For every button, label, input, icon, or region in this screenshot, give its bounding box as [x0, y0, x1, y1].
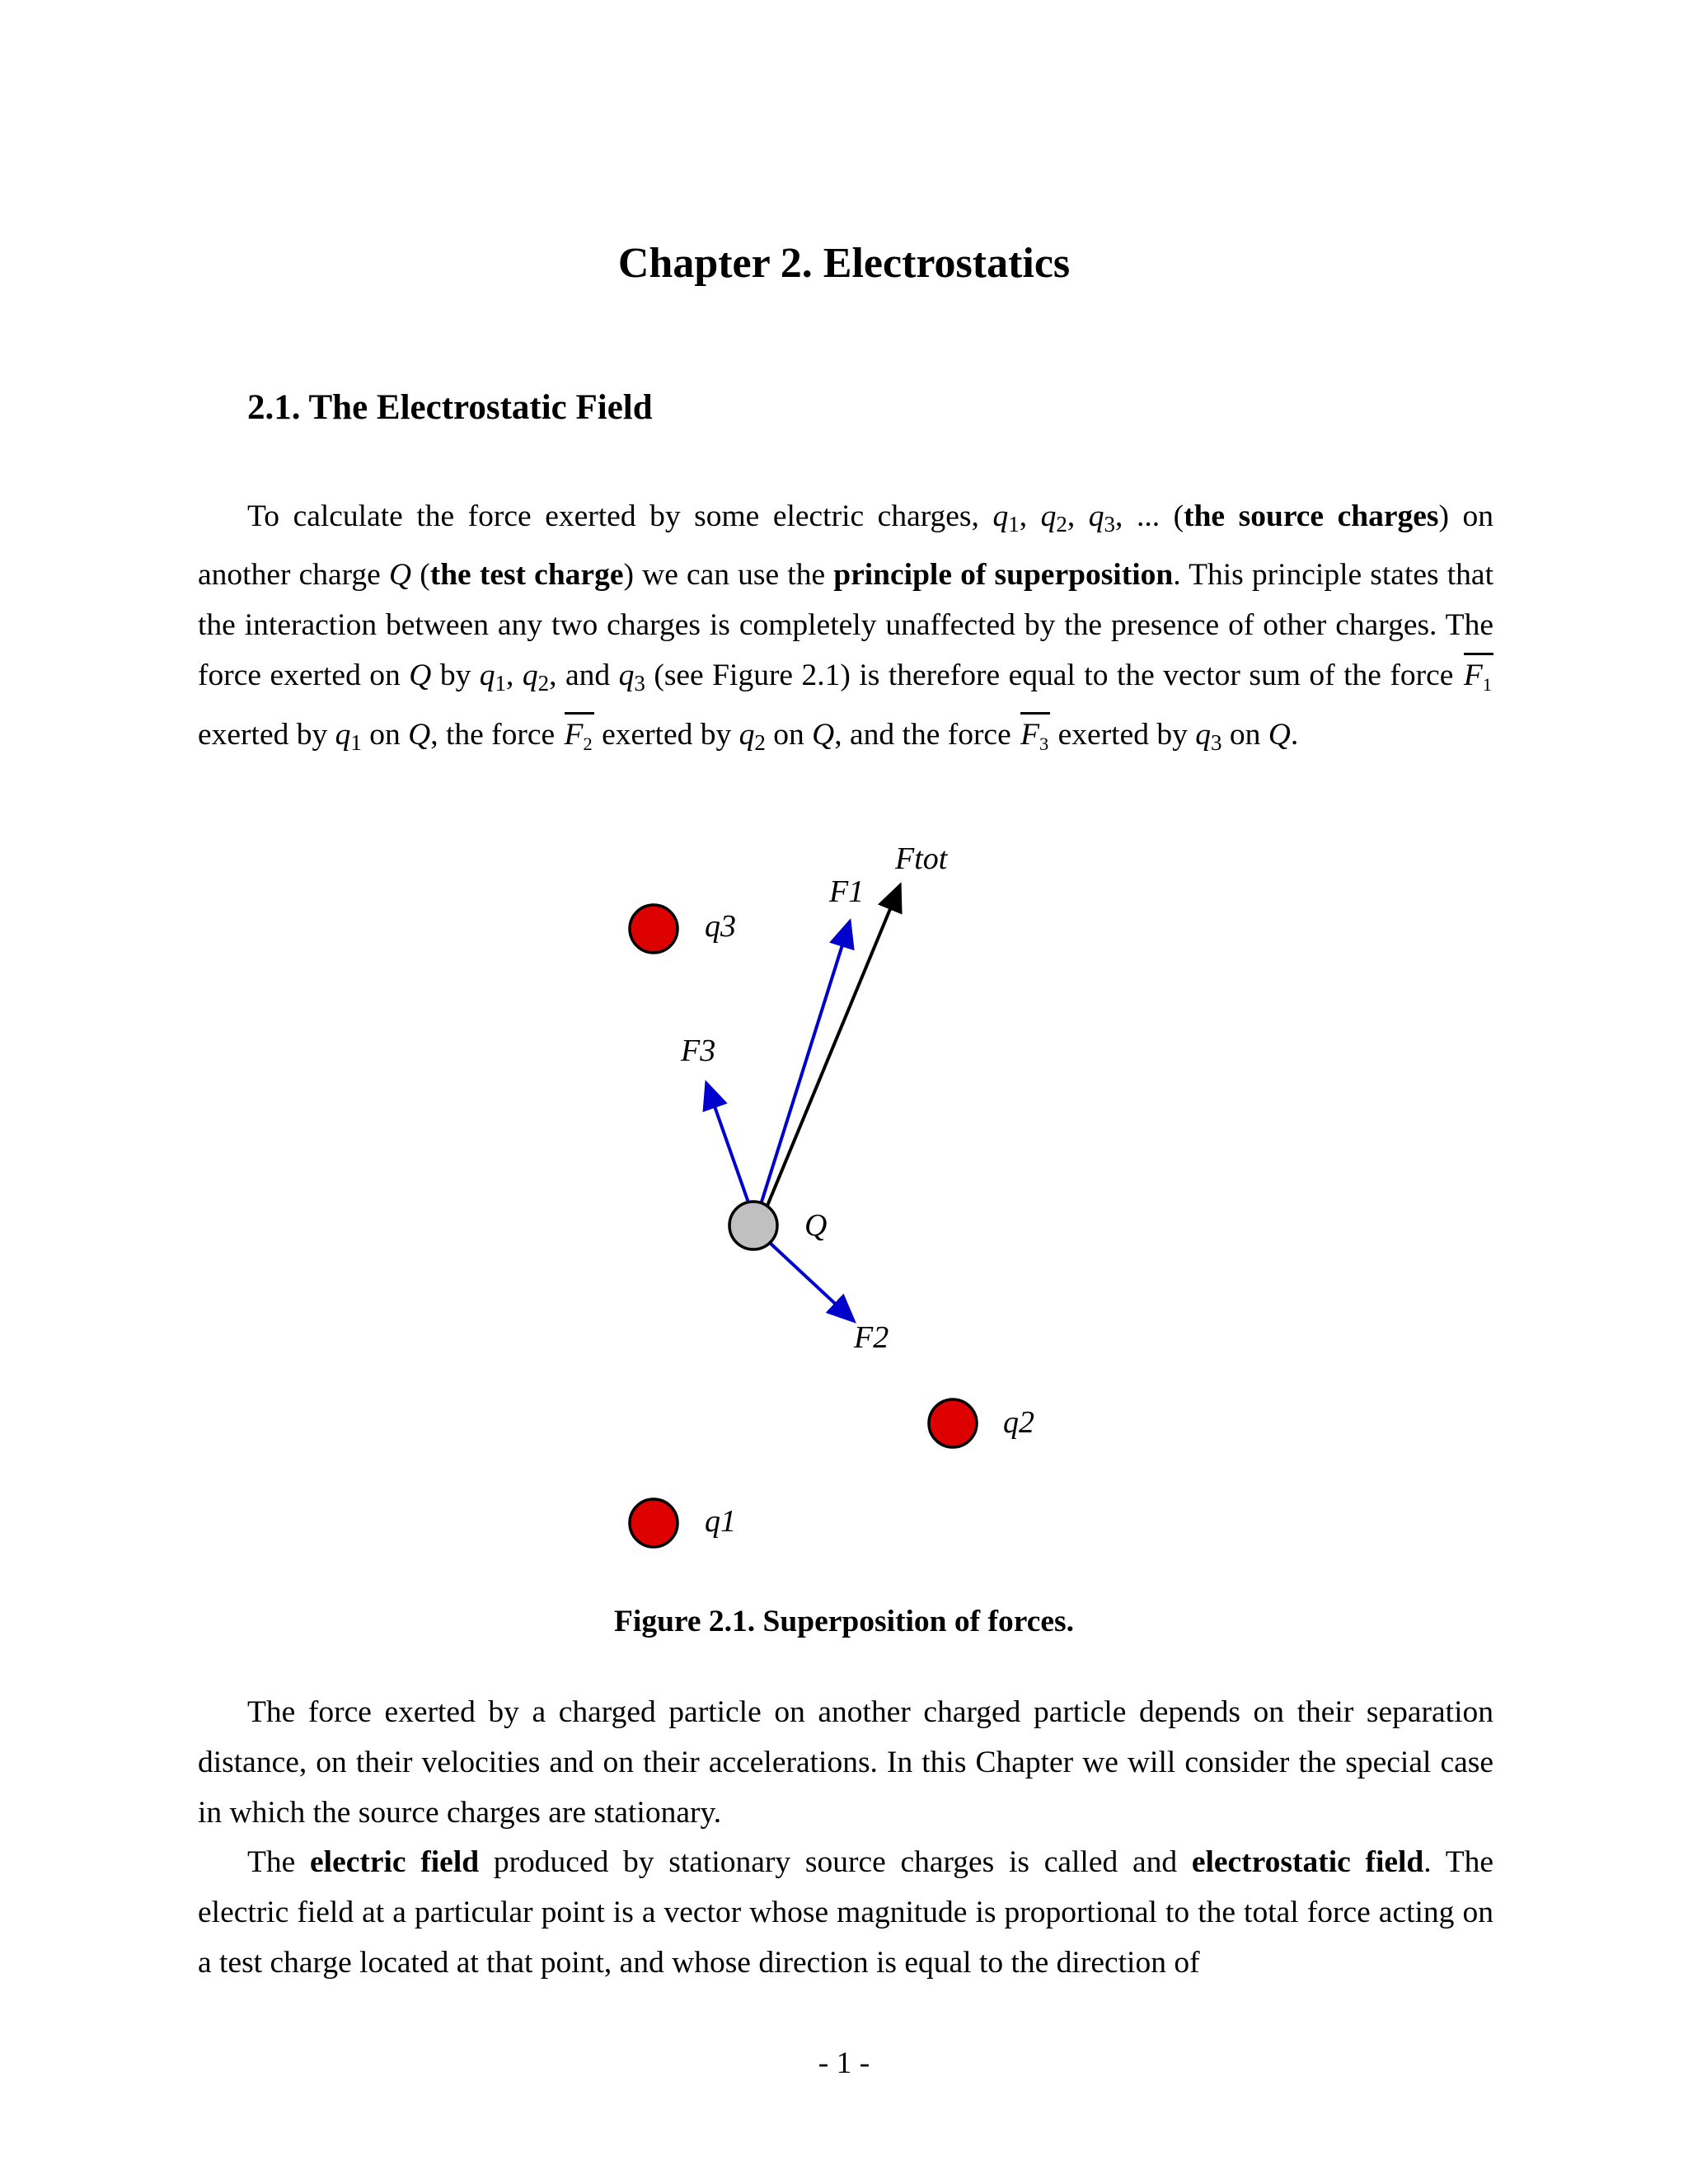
page-number: - 1 - — [818, 2046, 870, 2080]
figure-caption: Figure 2.1. Superposition of forces. — [614, 1605, 1074, 1638]
vector-f2: F2 — [563, 710, 594, 769]
label-q1: q1 — [705, 1504, 736, 1539]
term-source-charges: the source charges — [1184, 499, 1439, 533]
force-arrow-ftot — [759, 885, 900, 1226]
label-f2: F2 — [854, 1320, 889, 1355]
source-charge-q2 — [929, 1399, 977, 1447]
label-q3: q3 — [705, 909, 736, 944]
superposition-figure — [0, 824, 1688, 1566]
label-q2: q2 — [1003, 1405, 1034, 1440]
force-arrow-f3 — [706, 1083, 748, 1202]
term-test-charge: the test charge — [429, 557, 624, 592]
term-electrostatic-field: electrostatic field — [1191, 1845, 1424, 1879]
vector-f1: F1 — [1462, 650, 1493, 710]
paragraph-electric-field: The electric field produced by stationary source charges is called and electrostatic field. The electric field at a particular point is a vector whose magnitude is proportional to the total force acting on a test charge located at that point, and whose direction is equal to the direction of — [198, 1845, 1494, 1980]
label-f1: F1 — [829, 874, 865, 909]
source-charge-q1 — [630, 1499, 678, 1547]
force-arrow-f1 — [754, 921, 850, 1226]
section-title: 2.1. The Electrostatic Field — [247, 388, 653, 427]
paragraph-stationary-charges: The force exerted by a charged particle on another charged particle depends on their separation distance, on their velocities and on their accelerations. In this Chapter we will consider the special case in which the source charges are stationary. — [198, 1695, 1493, 1830]
label-q: Q — [804, 1208, 828, 1243]
label-f3: F3 — [681, 1033, 716, 1068]
test-charge-q — [729, 1202, 777, 1249]
vector-f3: F3 — [1019, 710, 1050, 769]
label-ftot: Ftot — [895, 841, 948, 876]
term-electric-field: electric field — [310, 1845, 480, 1879]
force-arrow-f2 — [770, 1243, 854, 1321]
term-principle-of-superposition: principle of superposition — [833, 557, 1174, 592]
source-charge-q3 — [630, 905, 678, 953]
paragraph-superposition: To calculate the force exerted by some electric charges, $q_1$, $q_2$, $q_3$, ... (the source charges) on another charge Q (the test charge) we can use the principle of superposition. This principle states that the interaction between any two charges is completely unaffected by the presence of other charges. The force exerted on Q by $q_1$, $q_2$, and $q_3$ (see Figure 2.1) is therefore equal to the vector sum of the force F1 exerted by $q_1$ on Q, the force F2 exerted by $q_2$ on Q, and the force F3 exerted by $q_3$ on Q. — [198, 491, 1493, 768]
chapter-title: Chapter 2. Electrostatics — [617, 240, 1071, 287]
